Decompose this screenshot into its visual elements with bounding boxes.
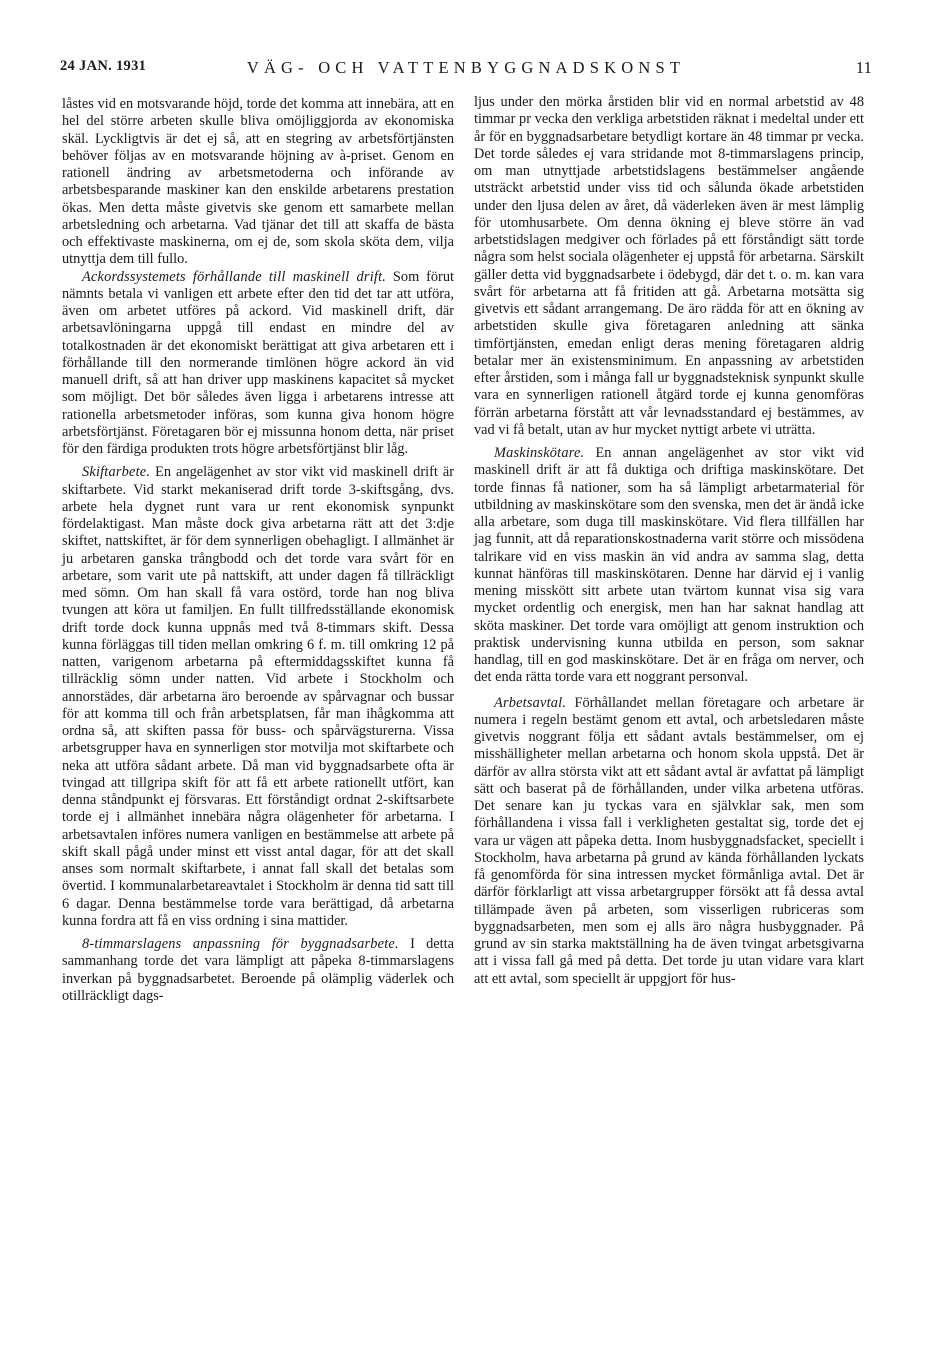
paragraph-maskinskotare: [474, 445, 864, 687]
paragraph-ackordssystemet: [62, 269, 454, 459]
paragraph-text: Förhållandet mellan företagare och arbetare är numera i regeln bestämt genom ett avtal, och arbetsledaren måste givetvis noggrant följa ett sådant avtals bestämmelser, om ej misshälligheter mellan arbetarna och honom skola uppstå. Det är därför av allra största vikt att ett sådant avtal är avfattat på lämpligt sätt och baserat på de förhållanden, under vilka arbetena utföras. Det senare kan ju tyckas vara en självklar sak, men som förhållandena i vissa fall i verkligheten gestaltat sig, torde det ej vara ur vägen att påpeka detta. Inom husbyggnadsfacket, speciellt i Stockholm, hava arbetarna på grund av kända förhållanden lyckats få genomförda för sina intressen mycket förmånliga avtal. Det är därför förklarligt att vissa arbetargrupper försökt att få dessa avtal tillämpade även på arbeten, som visserligen rubriceras som byggnadsarbeten, men som ej alls äro några husbyggnader. På grund av sin starka maktställning ha de även tvingat arbetsgivarna att i vissa fall gå med på detta. Det torde ju utan vidare vara klart att ett avtal, som speciellt är uppgjort för hus-: [474, 694, 864, 987]
paragraph-text: Som förut nämnts betala vi vanligen ett arbete efter den tid det tar att utföra, även om arbetet utföres på ackord. Vid maskinell drift, där arbetsavlöningarna uppgå till endast en mindre del av totalkostnaden är det ekonomiskt berättigat att giva arbetaren ett i förhållande till den normerande timlönen högre ackord än vid manuell drift, så att han driver upp maskinens kapacitet så mycket som möjligt. Det bör således även ligga i arbetarens intresse att rationella arbetsmetoder införas, som kunna giva honom högre arbetsförtjänst. Företagaren bör ej missunna honom detta, när priset för den färdiga produkten trots högre arbetsförtjänst blir låg.: [62, 268, 454, 457]
paragraph-8-timmarslagen: [62, 936, 454, 1005]
left-column: [62, 96, 454, 1005]
paragraph-dagsljus: [474, 94, 864, 439]
paragraph-heading: Ackordssystemets förhållande till maskinell drift.: [82, 268, 387, 285]
paragraph-heading: 8-timmarslagens anpassning för byggnadsarbete.: [82, 936, 399, 952]
journal-title: VÄG- OCH VATTENBYGGNADSKONST: [246, 58, 686, 77]
paragraph-text: En annan angelägenhet av stor vikt vid maskinell drift är att få duktiga och driftiga maskinskötare. Det torde finnas få nationer, som ha så lämpligt arbetarmaterial för utbildning av maskinskötare som den svenska, men det är ändå icke alla arbetare, som duga till maskinskötare. Vid flera tillfällen har jag funnit, att då reparationskostnaderna varit större och missödena talrikare vid en viss maskin än vid andra av samma slag, detta kunnat hänföras till maskinskötaren. Denne har därvid ej i vanlig mening misskött sitt arbete utan tvärtom kunnat visa sig vara mycket ordentlig och energisk, men han har saknat handlag att sköta maskiner. Det torde vara omöjligt att genom instruktion och praktisk undervisning kunna utbilda en person, som saknar handlag, till en god maskinskötare. Det är en fråga om nerver, och det enda rätta torde vara ett noggrant personval.: [474, 445, 864, 686]
page-number: 11: [855, 58, 872, 77]
paragraph-text: låstes vid en motsvarande höjd, torde det komma att innebära, att en hel del större arbeten skulle bliva omöjliggjorda av ekonomiska skäl. Lyckligtvis är det ej så, att en stegring av arbetsförtjänsten behöver följas av en motsvarande höjning av à-priset. Genom en rationell ändring av arbetsmetoderna och införande av arbetsbesparande maskiner kan den enskilde arbetarens prestation ökas. Men detta måste givetvis ske genom ett samarbete mellan arbetsledning och arbetarna. Vad tjänar det till att skaffa de bästa och effektivaste maskinerna, om ej de, som skola sköta dem, vilja utnyttja dem till fullo.: [62, 96, 454, 268]
paragraph-text: ljus under den mörka årstiden blir vid en normal arbetstid av 48 timmar pr vecka den verkliga arbetstiden räknat i medeltal under ett år för en byggnadsarbetare betydligt kortare än 48 timmar pr vecka. Det torde således ej vara stridande mot 8-timmarslagens princip, om man utnyttjade arbetstidslagens bestämmelser angående utsträckt arbetstid under viss tid och sålunda ökade arbetstiden under den ljusa delen av året, då väderleken även är mest lämplig för utomhusarbete. Om denna ökning ej bleve större än vad arbetstidslagen medgiver och förlades på ett förståndigt sätt torde några som helst sociala olägenheter ej uppstå för arbetarna. Särskilt gäller detta vid byggnadsarbete i ödebygd, där det t. o. m. kan vara svårt för arbetarna att få fritiden att gå. Arbetarna motsätta sig givetvis ett sådant arrangemang. De äro rädda för att en ökning av arbetstiden skulle giva företagaren anledning att sänka timförtjänsten, emedan enligt deras mening företagaren aldrig betalar mer än existensminimum. En anpassning av arbetstiden efter årstiden, som i många fall ur byggnadsteknisk synpunkt skulle vara en synnerligen rationell åtgärd torde ej kunna genomföras förrän arbetarna förstått att vår levnadsstandard ej bestämmes, av vad vi få betalt, utan av hur mycket nyttigt arbete vi uträtta.: [474, 94, 864, 438]
paragraph-intro: [62, 96, 454, 269]
right-column: [474, 94, 864, 988]
paragraph-skiftarbete: [62, 464, 454, 930]
page-header: [60, 58, 872, 80]
paragraph-heading: Arbetsavtal.: [494, 694, 567, 711]
paragraph-arbetsavtal: [474, 695, 864, 988]
paragraph-text: I detta sammanhang torde det vara lämpligt att påpeka 8-timmarslagens inverkan på byggnadsarbetet. Beroende på olämplig väderlek och otillräckligt dags-: [62, 936, 454, 1004]
paragraph-heading: Maskinskötare.: [494, 445, 585, 461]
paragraph-text: En angelägenhet av stor vikt vid maskinell drift är skiftarbete. Vid starkt mekaniserad drift torde 3-skiftsgång, dvs. arbete hela dygnet runt vara ur rent ekonomisk synpunkt fördelaktigast. Man måste dock giva arbetarna rätt att det 3:dje skiftet, nattskiftet, är för dem synnerligen obehagligt. I allmänhet är ju arbetaren ganska trångbodd och det torde vara svårt för en arbetare, som varit ute på nattskift, att under dagen få tillräckligt med sömn. Om han skall få vara ostörd, torde han nog bliva tvungen att köra ut familjen. En fullt tillfredsställande ekonomisk drift torde dock kunna uppnås med två 8-timmars skift. Dessa kunna förläggas till tiden mellan omkring 6 f. m. till omkring 12 på natten, varigenom arbetarna på eftermiddagsskiftet kunna få tillräcklig sömn under natten. Vid arbete i Stockholm och annorstädes, där arbetarna äro beroende av spårvagnar och bussar för att komma till och från arbetsplatsen, får man ihågkomma att ordna så, att skiften passa för buss- och spårvägsturerna. Vissa arbetsgrupper hava en synnerligen stor motvilja mot skiftarbete och neka att utföra sådant arbete. Då man vid byggnadsarbete ofta är tvingad att tillgripa skift för att få ett arbete rationellt utfört, kan denna ståndpunkt ej försvaras. Ett förståndigt ordnat 2-skiftsarbete torde ej i allmänhet innebära några olägenheter för arbetarna. I arbetsavtalen införes numera vanligen en bestämmelse att arbete på skift skall pågå under minst ett visst antal dagar, för att det skall anses som normalt skiftarbete, i annat fall skall det betalas som övertid. I kommunalarbetareavtalet i Stockholm är denna tid satt till 6 dagar. Denna bestämmelse torde vara berättigad, då arbetarna kunna fordra att få en viss ordning i sina mattider.: [62, 464, 454, 929]
issue-date: 24 JAN. 1931: [60, 58, 147, 74]
paragraph-heading: Skiftarbete.: [82, 464, 151, 481]
